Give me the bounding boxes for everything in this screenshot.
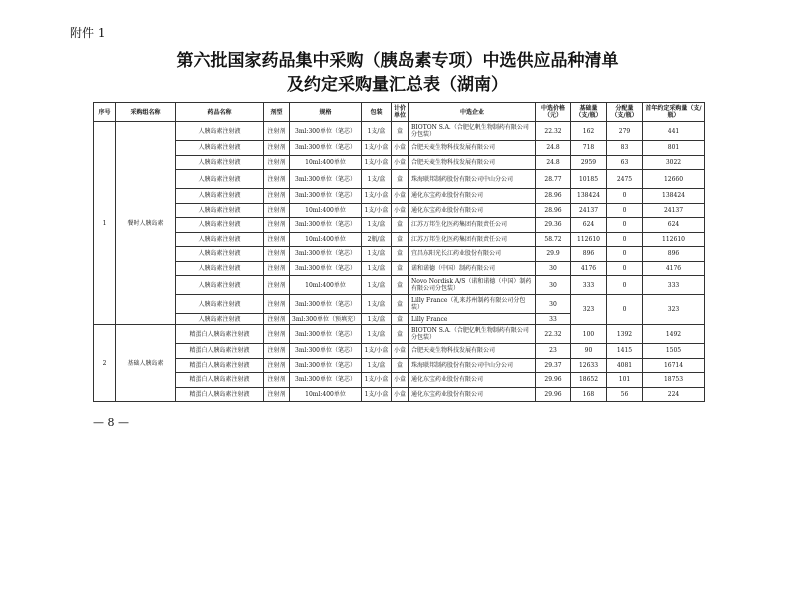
base-cell: 138424 [571, 189, 607, 204]
annual-cell: 112610 [643, 232, 705, 247]
pack-cell: 1支/盒 [362, 295, 392, 314]
price-cell: 30 [536, 295, 571, 314]
group-number-cell: 1 [94, 122, 116, 325]
base-cell: 10185 [571, 170, 607, 189]
alloc-cell: 0 [607, 218, 643, 233]
company-cell: 江苏万邦生化医药集团有限责任公司 [409, 218, 536, 233]
drug-cell: 人胰岛素注射液 [176, 189, 264, 204]
price-cell: 30 [536, 261, 571, 276]
price-cell: 23 [536, 344, 571, 359]
group-name-cell: 基础人胰岛素 [116, 325, 176, 402]
drug-cell: 精蛋白人胰岛素注射液 [176, 325, 264, 344]
table-row [94, 203, 705, 218]
alloc-cell: 4081 [607, 358, 643, 373]
drug-cell: 精蛋白人胰岛素注射液 [176, 358, 264, 373]
pack-cell: 1支/小盒 [362, 203, 392, 218]
unit-cell: 盒 [392, 314, 409, 325]
table-row [94, 141, 705, 156]
table-row [94, 122, 705, 141]
company-cell: 诺和诺德（中国）制药有限公司 [409, 261, 536, 276]
form-cell: 注射剂 [264, 141, 290, 156]
header-cell: 中选企业 [409, 103, 536, 122]
annual-cell: 624 [643, 218, 705, 233]
spec-cell: 3ml:300单位（笔芯） [290, 122, 362, 141]
table-row [94, 325, 705, 344]
table-row [94, 295, 705, 314]
company-cell: 江苏万邦生化医药集团有限责任公司 [409, 232, 536, 247]
table-row [94, 218, 705, 233]
spec-cell: 3ml:300单位（笔芯） [290, 189, 362, 204]
annual-cell: 224 [643, 387, 705, 402]
drug-cell: 人胰岛素注射液 [176, 170, 264, 189]
company-cell: 合肥天麦生物科技发展有限公司 [409, 155, 536, 170]
annual-cell: 333 [643, 276, 705, 295]
price-cell: 29.96 [536, 373, 571, 388]
drug-cell: 人胰岛素注射液 [176, 295, 264, 314]
document-title-line2: 及约定采购量汇总表（湖南） [287, 75, 508, 95]
alloc-cell: 2475 [607, 170, 643, 189]
base-cell: 624 [571, 218, 607, 233]
procurement-table [93, 102, 705, 402]
pack-cell: 2瓶/盒 [362, 232, 392, 247]
base-cell: 2959 [571, 155, 607, 170]
pack-cell: 1支/盒 [362, 261, 392, 276]
table-row [94, 276, 705, 295]
base-cell: 12633 [571, 358, 607, 373]
pack-cell: 1支/盒 [362, 170, 392, 189]
drug-cell: 人胰岛素注射液 [176, 122, 264, 141]
company-cell: 通化东宝药业股份有限公司 [409, 203, 536, 218]
unit-cell: 盒 [392, 325, 409, 344]
company-cell: Novo Nordisk A/S（诺和诺德（中国）制药有限公司分包装） [409, 276, 536, 295]
price-cell: 29.9 [536, 247, 571, 262]
drug-cell: 精蛋白人胰岛素注射液 [176, 387, 264, 402]
pack-cell: 1支/小盒 [362, 141, 392, 156]
alloc-cell: 101 [607, 373, 643, 388]
unit-cell: 小盒 [392, 373, 409, 388]
price-cell: 22.32 [536, 122, 571, 141]
annual-cell: 1492 [643, 325, 705, 344]
price-cell: 29.37 [536, 358, 571, 373]
unit-cell: 盒 [392, 276, 409, 295]
annual-cell: 24137 [643, 203, 705, 218]
group-number-cell: 2 [94, 325, 116, 402]
alloc-cell: 1415 [607, 344, 643, 359]
company-cell: BIOTON S.A.（合肥亿帆生物制药有限公司分包装） [409, 325, 536, 344]
alloc-cell: 56 [607, 387, 643, 402]
company-cell: 通化东宝药业股份有限公司 [409, 189, 536, 204]
table-row [94, 261, 705, 276]
form-cell: 注射剂 [264, 232, 290, 247]
annual-cell: 441 [643, 122, 705, 141]
alloc-cell: 0 [607, 247, 643, 262]
drug-cell: 人胰岛素注射液 [176, 218, 264, 233]
header-cell: 序号 [94, 103, 116, 122]
table-row [94, 247, 705, 262]
header-cell: 首年约定采购量（支/瓶） [643, 103, 705, 122]
pack-cell: 1支/小盒 [362, 387, 392, 402]
form-cell: 注射剂 [264, 314, 290, 325]
spec-cell: 3ml:300单位（笔芯） [290, 261, 362, 276]
base-cell: 323 [571, 295, 607, 325]
annual-cell: 16714 [643, 358, 705, 373]
annual-cell: 4176 [643, 261, 705, 276]
pack-cell: 1支/盒 [362, 218, 392, 233]
price-cell: 28.96 [536, 203, 571, 218]
unit-cell: 小盒 [392, 203, 409, 218]
unit-cell: 盒 [392, 232, 409, 247]
company-cell: 珠海联邦制药股份有限公司中山分公司 [409, 170, 536, 189]
pack-cell: 1支/盒 [362, 247, 392, 262]
form-cell: 注射剂 [264, 276, 290, 295]
attachment-label: 附件 1 [70, 26, 106, 40]
price-cell: 30 [536, 276, 571, 295]
spec-cell: 3ml:300单位（笔芯） [290, 218, 362, 233]
form-cell: 注射剂 [264, 358, 290, 373]
spec-cell: 3ml:300单位（笔芯） [290, 295, 362, 314]
form-cell: 注射剂 [264, 247, 290, 262]
alloc-cell: 0 [607, 295, 643, 325]
price-cell: 28.77 [536, 170, 571, 189]
unit-cell: 盒 [392, 122, 409, 141]
header-cell: 采购组名称 [116, 103, 176, 122]
drug-cell: 人胰岛素注射液 [176, 247, 264, 262]
form-cell: 注射剂 [264, 387, 290, 402]
base-cell: 90 [571, 344, 607, 359]
alloc-cell: 0 [607, 203, 643, 218]
form-cell: 注射剂 [264, 203, 290, 218]
header-cell: 中选价格（元） [536, 103, 571, 122]
base-cell: 4176 [571, 261, 607, 276]
table-row [94, 373, 705, 388]
spec-cell: 3ml:300单位（预填充） [290, 314, 362, 325]
base-cell: 168 [571, 387, 607, 402]
form-cell: 注射剂 [264, 261, 290, 276]
group-name-cell: 餐时人胰岛素 [116, 122, 176, 325]
spec-cell: 3ml:300单位（笔芯） [290, 170, 362, 189]
spec-cell: 10ml:400单位 [290, 276, 362, 295]
annual-cell: 138424 [643, 189, 705, 204]
base-cell: 896 [571, 247, 607, 262]
price-cell: 28.96 [536, 189, 571, 204]
drug-cell: 人胰岛素注射液 [176, 155, 264, 170]
company-cell: 合肥天麦生物科技发展有限公司 [409, 344, 536, 359]
annual-cell: 12660 [643, 170, 705, 189]
company-cell: 合肥天麦生物科技发展有限公司 [409, 141, 536, 156]
unit-cell: 盒 [392, 261, 409, 276]
price-cell: 24.8 [536, 155, 571, 170]
base-cell: 18652 [571, 373, 607, 388]
pack-cell: 1支/盒 [362, 325, 392, 344]
price-cell: 58.72 [536, 232, 571, 247]
unit-cell: 小盒 [392, 387, 409, 402]
drug-cell: 人胰岛素注射液 [176, 232, 264, 247]
base-cell: 333 [571, 276, 607, 295]
table-body [94, 122, 705, 402]
form-cell: 注射剂 [264, 122, 290, 141]
header-cell: 计价单位 [392, 103, 409, 122]
annual-cell: 1505 [643, 344, 705, 359]
alloc-cell: 1392 [607, 325, 643, 344]
form-cell: 注射剂 [264, 155, 290, 170]
spec-cell: 10ml:400单位 [290, 203, 362, 218]
price-cell: 24.8 [536, 141, 571, 156]
company-cell: Lilly France [409, 314, 536, 325]
header-cell: 包装 [362, 103, 392, 122]
spec-cell: 3ml:300单位（笔芯） [290, 344, 362, 359]
header-cell: 基础量（支/瓶） [571, 103, 607, 122]
header-cell: 分配量（支/瓶） [607, 103, 643, 122]
form-cell: 注射剂 [264, 373, 290, 388]
alloc-cell: 0 [607, 189, 643, 204]
price-cell: 33 [536, 314, 571, 325]
pack-cell: 1支/小盒 [362, 155, 392, 170]
base-cell: 24137 [571, 203, 607, 218]
alloc-cell: 0 [607, 232, 643, 247]
drug-cell: 人胰岛素注射液 [176, 203, 264, 218]
spec-cell: 3ml:300单位（笔芯） [290, 141, 362, 156]
drug-cell: 精蛋白人胰岛素注射液 [176, 344, 264, 359]
spec-cell: 3ml:300单位（笔芯） [290, 358, 362, 373]
table-row [94, 232, 705, 247]
pack-cell: 1支/小盒 [362, 189, 392, 204]
drug-cell: 精蛋白人胰岛素注射液 [176, 373, 264, 388]
spec-cell: 3ml:300单位（笔芯） [290, 373, 362, 388]
alloc-cell: 0 [607, 276, 643, 295]
annual-cell: 896 [643, 247, 705, 262]
pack-cell: 1支/盒 [362, 276, 392, 295]
table-row [94, 387, 705, 402]
unit-cell: 盒 [392, 358, 409, 373]
base-cell: 718 [571, 141, 607, 156]
pack-cell: 1支/盒 [362, 314, 392, 325]
company-cell: 通化东宝药业股份有限公司 [409, 373, 536, 388]
alloc-cell: 63 [607, 155, 643, 170]
table-row [94, 155, 705, 170]
unit-cell: 盒 [392, 218, 409, 233]
pack-cell: 1支/小盒 [362, 373, 392, 388]
company-cell: 通化东宝药业股份有限公司 [409, 387, 536, 402]
unit-cell: 小盒 [392, 189, 409, 204]
spec-cell: 3ml:300单位（笔芯） [290, 247, 362, 262]
pack-cell: 1支/盒 [362, 122, 392, 141]
base-cell: 100 [571, 325, 607, 344]
form-cell: 注射剂 [264, 218, 290, 233]
drug-cell: 人胰岛素注射液 [176, 141, 264, 156]
annual-cell: 323 [643, 295, 705, 325]
pack-cell: 1支/盒 [362, 358, 392, 373]
base-cell: 162 [571, 122, 607, 141]
company-cell: BIOTON S.A.（合肥亿帆生物制药有限公司分包装） [409, 122, 536, 141]
form-cell: 注射剂 [264, 344, 290, 359]
form-cell: 注射剂 [264, 325, 290, 344]
base-cell: 112610 [571, 232, 607, 247]
company-cell: Lilly France（礼来苏州制药有限公司分包装） [409, 295, 536, 314]
spec-cell: 10ml:400单位 [290, 387, 362, 402]
pack-cell: 1支/小盒 [362, 344, 392, 359]
table-row [94, 344, 705, 359]
spec-cell: 10ml:400单位 [290, 155, 362, 170]
header-cell: 规格 [290, 103, 362, 122]
form-cell: 注射剂 [264, 189, 290, 204]
annual-cell: 3022 [643, 155, 705, 170]
unit-cell: 小盒 [392, 141, 409, 156]
alloc-cell: 83 [607, 141, 643, 156]
alloc-cell: 279 [607, 122, 643, 141]
form-cell: 注射剂 [264, 295, 290, 314]
price-cell: 29.96 [536, 387, 571, 402]
unit-cell: 盒 [392, 247, 409, 262]
company-cell: 宜昌东阳光长江药业股份有限公司 [409, 247, 536, 262]
page-number: — 8 — [93, 416, 129, 429]
table-row [94, 189, 705, 204]
drug-cell: 人胰岛素注射液 [176, 261, 264, 276]
price-cell: 29.36 [536, 218, 571, 233]
spec-cell: 3ml:300单位（笔芯） [290, 325, 362, 344]
company-cell: 珠海联邦制药股份有限公司中山分公司 [409, 358, 536, 373]
annual-cell: 18753 [643, 373, 705, 388]
drug-cell: 人胰岛素注射液 [176, 314, 264, 325]
table-row [94, 170, 705, 189]
alloc-cell: 0 [607, 261, 643, 276]
form-cell: 注射剂 [264, 170, 290, 189]
unit-cell: 小盒 [392, 344, 409, 359]
spec-cell: 10ml:400单位 [290, 232, 362, 247]
header-cell: 剂型 [264, 103, 290, 122]
unit-cell: 小盒 [392, 155, 409, 170]
header-cell: 药品名称 [176, 103, 264, 122]
table-row [94, 358, 705, 373]
table-header-row [94, 103, 705, 122]
document-title-line1: 第六批国家药品集中采购（胰岛素专项）中选供应品种清单 [176, 51, 619, 71]
annual-cell: 801 [643, 141, 705, 156]
price-cell: 22.32 [536, 325, 571, 344]
unit-cell: 盒 [392, 295, 409, 314]
drug-cell: 人胰岛素注射液 [176, 276, 264, 295]
unit-cell: 盒 [392, 170, 409, 189]
